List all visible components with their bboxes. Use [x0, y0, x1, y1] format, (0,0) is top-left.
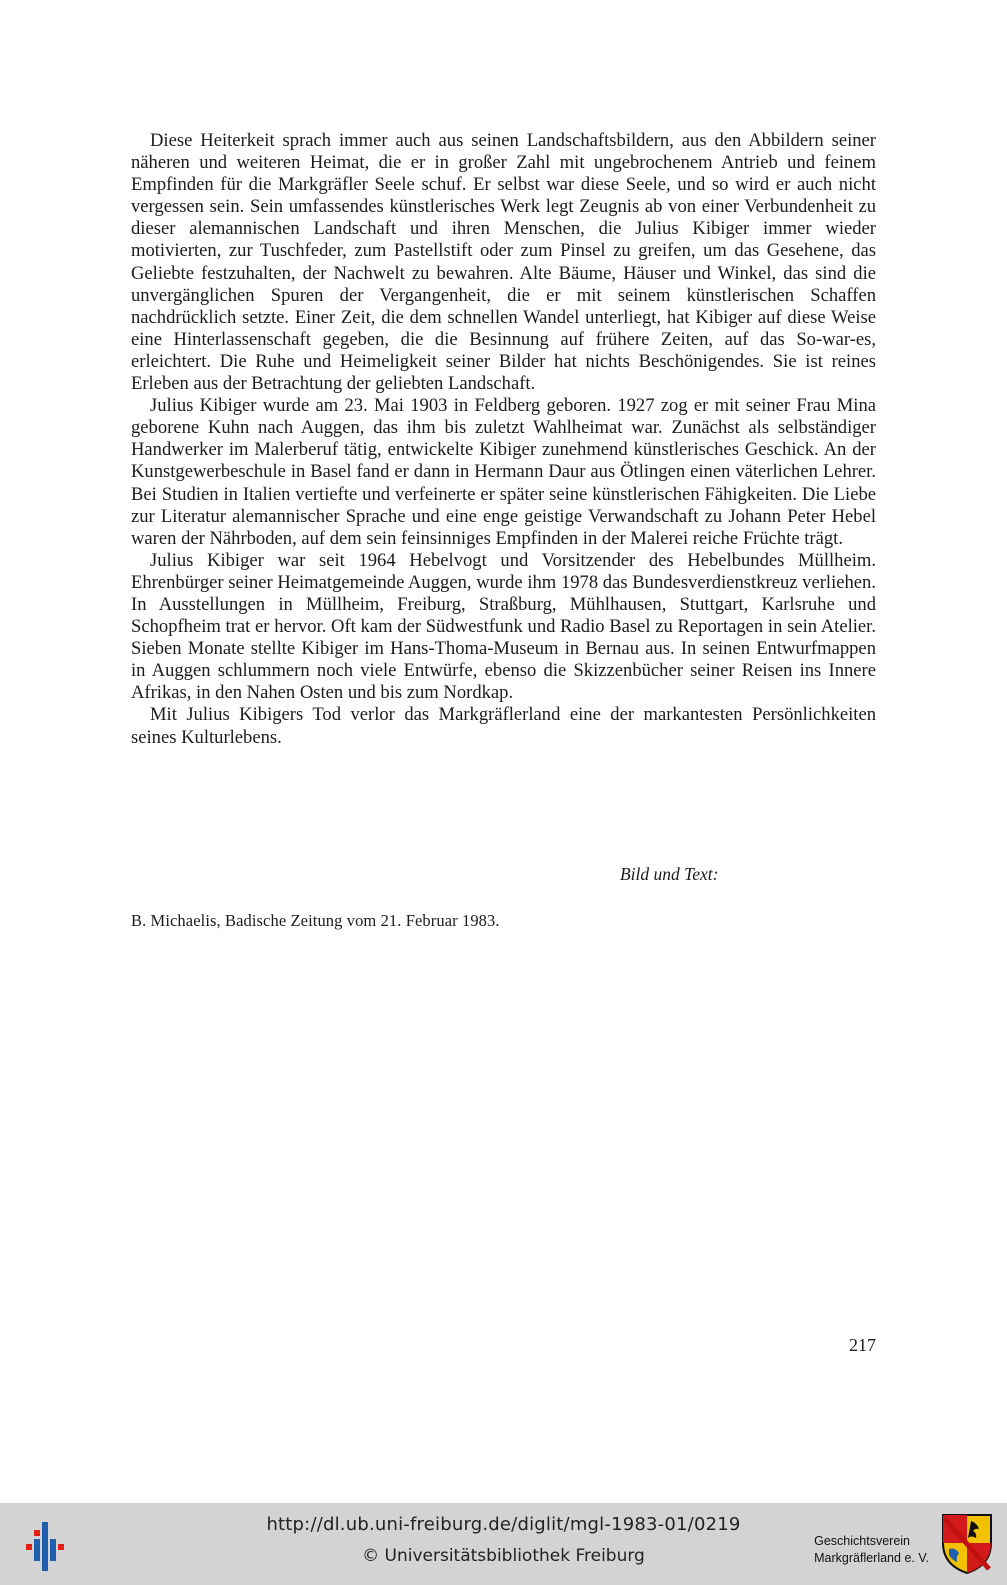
footer-url-link[interactable]: http://dl.ub.uni-freiburg.de/diglit/mgl-1983-01/0219 — [266, 1514, 741, 1535]
society-name — [814, 1533, 929, 1567]
coat-of-arms-icon — [941, 1513, 993, 1575]
footer-copyright: © Universitätsbibliothek Freiburg — [362, 1546, 645, 1566]
page-number: 217 — [849, 1335, 876, 1355]
paragraph: Julius Kibiger war seit 1964 Hebelvogt und Vorsitzender des Hebelbundes Müllheim. Ehrenbürger seiner Heimatgemeinde Auggen, wurde ihm 1978 das Bundesverdienstkreuz verliehen. In Ausstellungen in Müllheim, Freiburg, Straßburg, Mühlhausen, Stuttgart, Karlsruhe und Schopfheim trat er hervor. Oft kam der Südwestfunk und Radio Basel zu Reportagen in sein Atelier. Sieben Monate stellte Kibiger im Hans-Thoma-Museum in Bernau aus. In seinen Entwurfmappen in Auggen schlummern noch viele Entwürfe, ebenso die Skizzenbücher seiner Reisen ins Innere Afrikas, in den Nahen Osten und bis zum Nordkap. — [131, 549, 876, 704]
credit-source: B. Michaelis, Badische Zeitung vom 21. Februar 1983. — [131, 911, 500, 930]
society-name-line1: Geschichtsverein — [814, 1534, 910, 1548]
article-body — [131, 130, 876, 749]
credit-heading-text: Bild und Text: — [619, 864, 719, 884]
paragraph: Julius Kibiger wurde am 23. Mai 1903 in Feldberg geboren. 1927 zog er mit seiner Frau Mina geborene Kuhn nach Auggen, das ihm bis zuletzt Wahlheimat war. Zunächst als selbständiger Handwerker im Malerberuf tätig, entwickelte Kibiger zunehmend künstlerisches Geschick. An der Kunstgewerbeschule in Basel fand er dann in Hermann Daur aus Ötlingen einen väterlichen Lehrer. Bei Studien in Italien vertiefte und verfeinerte er später seine künstlerischen Fähigkeiten. Die Liebe zur Literatur alemannischer Sprache und eine enge geistige Verwandschaft zu Johann Peter Hebel waren der Nährboden, auf dem sein feinsinniges Empfinden in der Malerei reiche Früchte trägt. — [131, 395, 876, 549]
credit-heading — [0, 864, 877, 885]
paragraph: Diese Heiterkeit sprach immer auch aus seinen Landschaftsbildern, aus den Abbildern seiner näheren und weiteren Heimat, die er in großer Zahl mit ungebrochenem Antrieb und feinem Empfinden für die Markgräfler Seele schuf. Er selbst war diese Seele, und so wird er auch nicht vergessen sein. Sein umfassendes künstlerisches Werk legt Zeugnis ab von einer Verbundenheit zu dieser alemannischen Landschaft und ihren Menschen, die Julius Kibiger immer wieder motivierten, zur Tuschfeder, zum Pastellstift oder zum Pinsel zu greifen, um das Gesehene, das Geliebte festzuhalten, der Nachwelt zu bewahren. Alte Bäume, Häuser und Winkel, das sind die unvergänglichen Spuren der Vergangenheit, die er mit seinem künstlerischen Schaffen nachdrücklich setzte. Einer Zeit, die dem schnellen Wandel unterliegt, hat Kibiger auf diese Weise eine Hinterlassenschaft gegeben, die die Besinnung auf frühere Zeiten, auf das So-war-es, erleichtert. Die Ruhe und Heimeligkeit seiner Bilder hat nichts Beschönigendes. Sie ist reines Erleben aus der Betrachtung der geliebten Landschaft. — [131, 130, 876, 395]
paragraph: Mit Julius Kibigers Tod verlor das Markgräflerland eine der markantesten Persönlichkeiten seines Kulturlebens. — [131, 704, 876, 748]
society-name-line2: Markgräflerland e. V. — [814, 1551, 929, 1565]
footer-band — [0, 1503, 1007, 1585]
